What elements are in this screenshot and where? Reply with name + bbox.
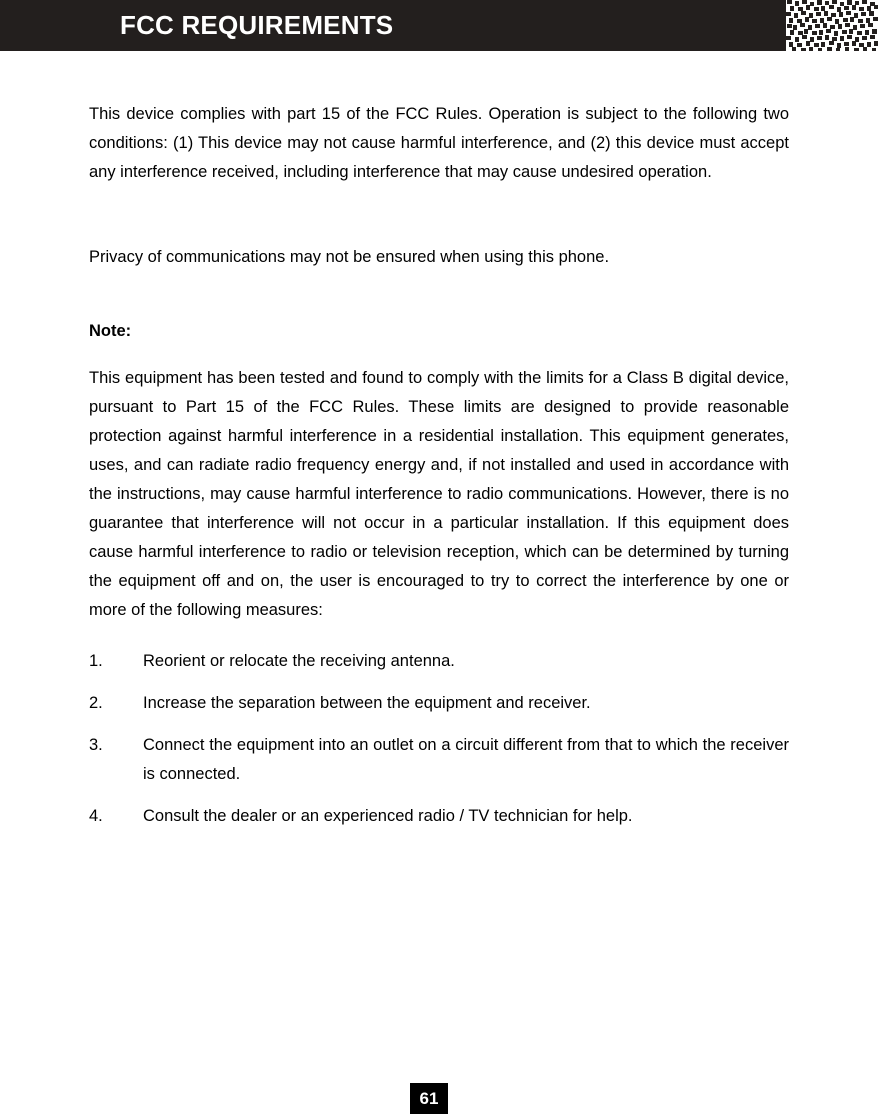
list-item-marker: 3. (89, 736, 103, 754)
list-item (89, 802, 789, 831)
document-body (89, 100, 789, 831)
dither-pattern-icon (786, 0, 878, 51)
measures-list (89, 647, 789, 831)
list-item-label: Connect the equipment into an outlet on a circuit different from that to which the receiver is connected. (143, 736, 789, 783)
list-item-label: Increase the separation between the equipment and receiver. (143, 694, 591, 712)
note-paragraph: This equipment has been tested and found to comply with the limits for a Class B digital device, pursuant to Part 15 of the FCC Rules. These limits are designed to provide reasonable protection against harmful interference in a residential installation. This equipment generates, uses, and can radiate radio frequency energy and, if not installed and used in accordance with the instructions, may cause harmful interference to radio communications. However, there is no guarantee that interference will not occur in a particular installation. If this equipment does cause harmful interference to radio or television reception, which can be determined by turning the equipment off and on, the user is encouraged to try to correct the interference by one or more of the following measures: (89, 369, 789, 619)
list-item (89, 689, 789, 718)
list-item-marker: 1. (89, 652, 103, 670)
list-item-label: Reorient or relocate the receiving antenna. (143, 652, 455, 670)
paragraph-spacer (89, 625, 789, 647)
page-title: FCC REQUIREMENTS (120, 10, 394, 40)
privacy-paragraph: Privacy of communications may not be ensured when using this phone. (89, 248, 610, 266)
page-number: 61 (410, 1083, 448, 1114)
list-item (89, 647, 789, 676)
dither-pattern-block (786, 0, 878, 51)
list-item-marker: 2. (89, 694, 103, 712)
list-item-marker: 4. (89, 807, 103, 825)
paragraph-spacer (89, 272, 789, 320)
paragraph-spacer (89, 187, 789, 243)
intro-paragraph: This device complies with part 15 of the FCC Rules. Operation is subject to the following two conditions: (1) This device may not cause harmful interference, and (2) this device must accept any interference received, including interference that may cause undesired operation. (89, 105, 789, 181)
note-heading: Note: (89, 322, 132, 340)
paragraph-spacer (89, 342, 789, 364)
list-item (89, 731, 789, 789)
list-item-label: Consult the dealer or an experienced radio / TV technician for help. (143, 807, 633, 825)
